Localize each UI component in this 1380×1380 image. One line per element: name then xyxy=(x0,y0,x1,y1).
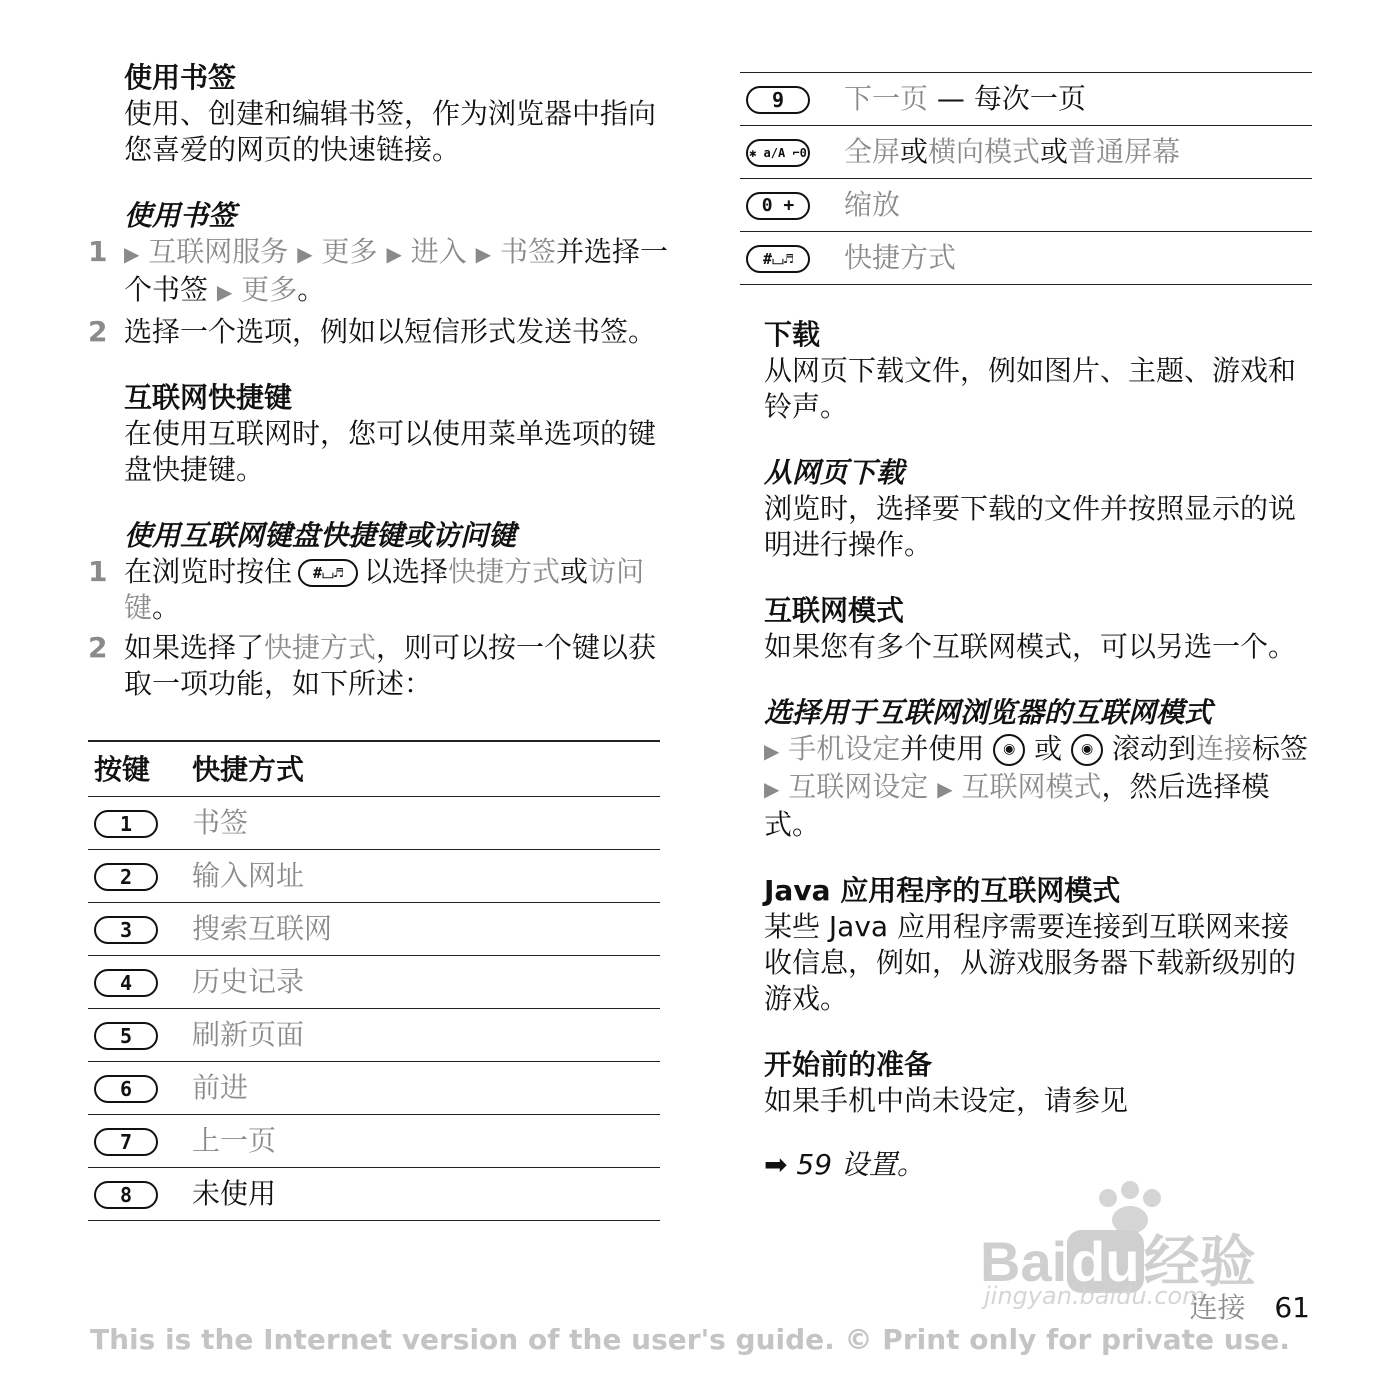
left-column xyxy=(88,60,673,1221)
step-number: 1 xyxy=(88,235,108,268)
select-profile-heading: 选择用于互联网浏览器的互联网模式 xyxy=(764,696,1213,729)
select-profile-instructions xyxy=(764,731,1315,843)
step-text: 选择一个选项，例如以短信形式发送书签。 xyxy=(124,315,657,348)
shortcuts-description: 在使用互联网时，您可以使用菜单选项的键盘快捷键。 xyxy=(124,417,657,486)
table-row xyxy=(740,73,1312,126)
step-number: 1 xyxy=(88,555,108,588)
menu-path-item: 互联网模式 xyxy=(961,770,1102,803)
table-row xyxy=(740,179,1312,232)
table-row xyxy=(740,126,1312,179)
java-heading: Java 应用程序的互联网模式 xyxy=(764,874,1121,907)
section-label: 连接 xyxy=(1189,1291,1246,1324)
step-text: 。 xyxy=(152,591,181,624)
column-header-key: 按键 xyxy=(88,741,186,797)
watermark-url: jingyan.baidu.com xyxy=(984,1282,1206,1310)
shortcut-value-note: — 每次一页 xyxy=(928,82,1086,115)
right-arrow-icon: ➡ xyxy=(764,1148,788,1181)
menu-path-item: 互联网设定 xyxy=(788,770,929,803)
arrow-icon: ▶ xyxy=(764,739,780,763)
step-number: 2 xyxy=(88,315,108,348)
menu-path-item: 访问键 xyxy=(124,555,645,624)
step-text: 滚动到 xyxy=(1111,732,1196,765)
key-1-icon: 1 xyxy=(94,810,158,838)
java-description: 某些 Java 应用程序需要连接到互联网来接收信息，例如，从游戏服务器下载新级别的游戏。 xyxy=(764,910,1297,1015)
step-text: 标签 xyxy=(1252,732,1309,765)
star-key-icon: ✱ a/A ⌐0 xyxy=(746,139,810,167)
key-6-icon: 6 xyxy=(94,1075,158,1103)
menu-path-item: 连接 xyxy=(1195,732,1252,765)
table-row xyxy=(88,903,660,956)
menu-path-item: 互联网服务 xyxy=(148,235,289,268)
download-description: 从网页下载文件，例如图片、主题、游戏和铃声。 xyxy=(764,354,1297,423)
shortcut-value: 书签 xyxy=(186,797,660,850)
page-number-area xyxy=(1189,1290,1310,1326)
shortcut-value: 前进 xyxy=(186,1062,660,1115)
download-web-heading: 从网页下载 xyxy=(764,456,905,489)
before-description: 如果手机中尚未设定，请参见 xyxy=(764,1084,1129,1117)
hash-key-icon: #⌴♬ xyxy=(746,245,810,273)
shortcut-step-1 xyxy=(88,554,673,626)
key-2-icon: 2 xyxy=(94,863,158,891)
profiles-description: 如果您有多个互联网模式，可以另选一个。 xyxy=(764,630,1297,663)
shortcut-value: 搜索互联网 xyxy=(186,903,660,956)
use-shortcuts-heading: 使用互联网键盘快捷键或访问键 xyxy=(124,519,517,552)
shortcut-value: 全屏 xyxy=(844,135,901,168)
key-5-icon: 5 xyxy=(94,1022,158,1050)
step-text: 或 xyxy=(1034,732,1063,765)
table-row xyxy=(740,232,1312,285)
watermark-text: 经验 xyxy=(1143,1230,1256,1293)
key-3-icon: 3 xyxy=(94,916,158,944)
page-reference[interactable] xyxy=(764,1147,1315,1183)
shortcut-value: 缩放 xyxy=(844,188,901,221)
shortcut-connector: 或 xyxy=(1040,135,1069,168)
arrow-icon: ▶ xyxy=(124,242,140,266)
step-text: 如果选择了 xyxy=(124,631,265,664)
shortcut-step-2 xyxy=(88,630,673,702)
download-heading: 下载 xyxy=(764,318,821,351)
bookmarks-description: 使用、创建和编辑书签，作为浏览器中指向您喜爱的网页的快速链接。 xyxy=(124,97,657,166)
step-text: ，则可以按一个键以获取一项功能，如下所述： xyxy=(124,631,657,700)
shortcut-value: 历史记录 xyxy=(186,956,660,1009)
step-text: 以选择 xyxy=(364,555,449,588)
watermark-text: Bai xyxy=(980,1230,1068,1293)
shortcut-value: 未使用 xyxy=(186,1168,660,1221)
key-4-icon: 4 xyxy=(94,969,158,997)
key-7-icon: 7 xyxy=(94,1128,158,1156)
shortcut-value: 刷新页面 xyxy=(186,1009,660,1062)
menu-path-item: 更多 xyxy=(241,273,298,306)
shortcut-key-table-continued xyxy=(740,72,1312,285)
step-text: 并选择一个书签 xyxy=(124,235,668,306)
hash-key-icon: #⌴♬ xyxy=(298,559,358,587)
arrow-icon: ▶ xyxy=(386,242,402,266)
key-8-icon: 8 xyxy=(94,1181,158,1209)
bookmark-step-1 xyxy=(88,234,673,310)
menu-path-item: 书签 xyxy=(499,235,556,268)
step-text: ，然后选择模式。 xyxy=(764,770,1270,841)
shortcut-value: 横向模式 xyxy=(928,135,1041,168)
arrow-icon: ▶ xyxy=(764,777,780,801)
key-9-icon: 9 xyxy=(746,86,810,114)
table-row xyxy=(88,956,660,1009)
step-text: 并使用 xyxy=(900,732,985,765)
before-heading: 开始前的准备 xyxy=(764,1048,933,1081)
step-text: 。 xyxy=(297,273,326,306)
zero-key-icon: 0 + xyxy=(746,192,810,220)
bookmarks-heading: 使用书签 xyxy=(124,61,237,94)
shortcut-value: 快捷方式 xyxy=(844,241,957,274)
page-reference-text: 59 设置。 xyxy=(796,1148,925,1181)
shortcut-key-table xyxy=(88,740,660,1221)
table-row xyxy=(88,1168,660,1221)
page-number: 61 xyxy=(1274,1291,1310,1324)
shortcut-value: 普通屏幕 xyxy=(1068,135,1181,168)
step-number: 2 xyxy=(88,631,108,664)
table-header-row xyxy=(88,741,660,797)
nav-right-icon: ◉ xyxy=(1071,734,1103,766)
menu-path-item: 更多 xyxy=(321,235,378,268)
profiles-heading: 互联网模式 xyxy=(764,594,905,627)
step-text: 或 xyxy=(560,555,589,588)
menu-path-item: 手机设定 xyxy=(788,732,901,765)
shortcut-value: 下一页 xyxy=(844,82,929,115)
arrow-icon: ▶ xyxy=(297,242,313,266)
download-web-description: 浏览时，选择要下载的文件并按照显示的说明进行操作。 xyxy=(764,492,1297,561)
bookmark-step-2 xyxy=(88,314,673,350)
table-row xyxy=(88,1062,660,1115)
table-row xyxy=(88,797,660,850)
use-bookmarks-heading: 使用书签 xyxy=(124,199,237,232)
menu-path-item: 快捷方式 xyxy=(448,555,561,588)
table-row xyxy=(88,1115,660,1168)
menu-path-item: 进入 xyxy=(410,235,467,268)
column-header-shortcut: 快捷方式 xyxy=(186,741,660,797)
arrow-icon: ▶ xyxy=(937,777,953,801)
arrow-icon: ▶ xyxy=(216,280,233,304)
footer-notice: This is the Internet version of the user's guide. © Print only for private use. xyxy=(90,1323,1290,1356)
arrow-icon: ▶ xyxy=(475,242,492,266)
right-column xyxy=(740,72,1315,1211)
shortcut-value: 上一页 xyxy=(186,1115,660,1168)
shortcuts-heading: 互联网快捷键 xyxy=(124,381,293,414)
table-row xyxy=(88,850,660,903)
nav-left-icon: ◉ xyxy=(993,734,1025,766)
watermark-text: du xyxy=(1067,1230,1143,1293)
menu-path-item: 快捷方式 xyxy=(264,631,377,664)
shortcut-value: 输入网址 xyxy=(186,850,660,903)
table-row xyxy=(88,1009,660,1062)
shortcut-connector: 或 xyxy=(900,135,929,168)
step-text: 在浏览时按住 xyxy=(124,555,293,588)
